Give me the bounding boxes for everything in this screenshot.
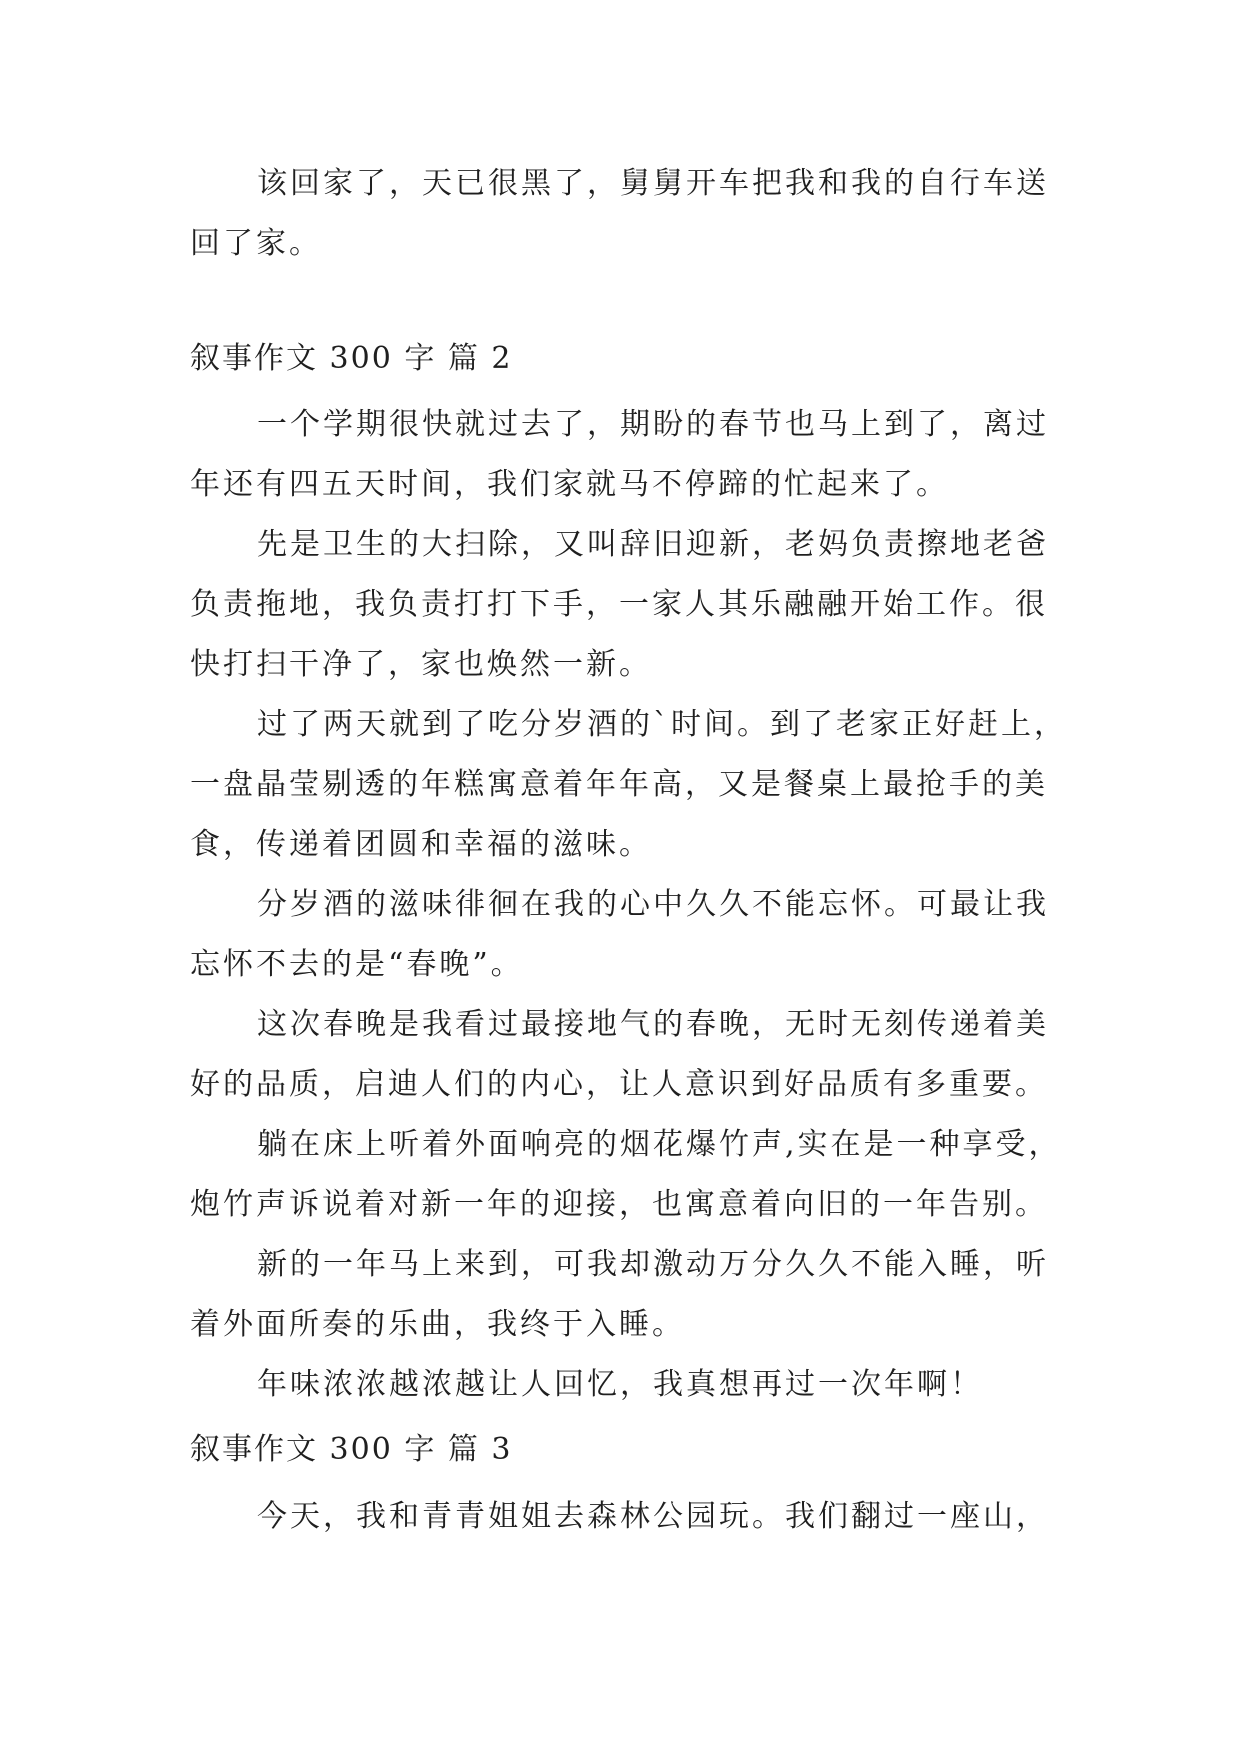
- paragraph-line: 年味浓浓越浓越让人回忆，我真想再过一次年啊！: [257, 1367, 983, 1402]
- paragraph-line: 过了两天就到了吃分岁酒的`时间。到了老家正好赶上，: [257, 707, 1067, 742]
- paragraph-line: 好的品质，启迪人们的内心，让人意识到好品质有多重要。: [190, 1067, 1048, 1102]
- paragraph-line: 炮竹声诉说着对新一年的迎接，也寓意着向旧的一年告别。: [190, 1187, 1048, 1222]
- paragraph-line: 年还有四五天时间，我们家就马不停蹄的忙起来了。: [190, 467, 949, 502]
- paragraph-line: 食，传递着团圆和幸福的滋味。: [190, 827, 652, 862]
- section2-body: [190, 395, 1070, 1415]
- paragraph-line: 新的一年马上来到，可我却激动万分久久不能入睡，听: [257, 1247, 1049, 1282]
- paragraph-line: 今天，我和青青姐姐去森林公园玩。我们翻过一座山，: [257, 1499, 1049, 1534]
- section1-body: [190, 154, 1070, 274]
- paragraph-line: 一盘晶莹剔透的年糕寓意着年年高，又是餐桌上最抢手的美: [190, 767, 1048, 802]
- paragraph-line: 先是卫生的大扫除，又叫辞旧迎新，老妈负责擦地老爸: [257, 527, 1049, 562]
- paragraph-line: 着外面所奏的乐曲，我终于入睡。: [190, 1307, 685, 1342]
- paragraph-line: 忘怀不去的是“春晚”。: [190, 947, 524, 982]
- paragraph-line: 一个学期很快就过去了，期盼的春节也马上到了，离过: [257, 407, 1049, 442]
- paragraph-line: 负责拖地，我负责打打下手，一家人其乐融融开始工作。很: [190, 587, 1048, 622]
- paragraph-line: 该回家了，天已很黑了，舅舅开车把我和我的自行车送: [257, 166, 1049, 201]
- section3-heading: 叙事作文 300 字 篇 3: [190, 1432, 513, 1467]
- section2-heading: 叙事作文 300 字 篇 2: [190, 341, 513, 376]
- paragraph-line: 这次春晚是我看过最接地气的春晚，无时无刻传递着美: [257, 1007, 1049, 1042]
- section3-body: [190, 1487, 1070, 1547]
- paragraph-line: 回了家。: [190, 226, 322, 261]
- paragraph-line: 躺在床上听着外面响亮的烟花爆竹声,实在是一种享受，: [257, 1127, 1062, 1162]
- paragraph-line: 分岁酒的滋味徘徊在我的心中久久不能忘怀。可最让我: [257, 887, 1049, 922]
- paragraph-line: 快打扫干净了，家也焕然一新。: [190, 647, 652, 682]
